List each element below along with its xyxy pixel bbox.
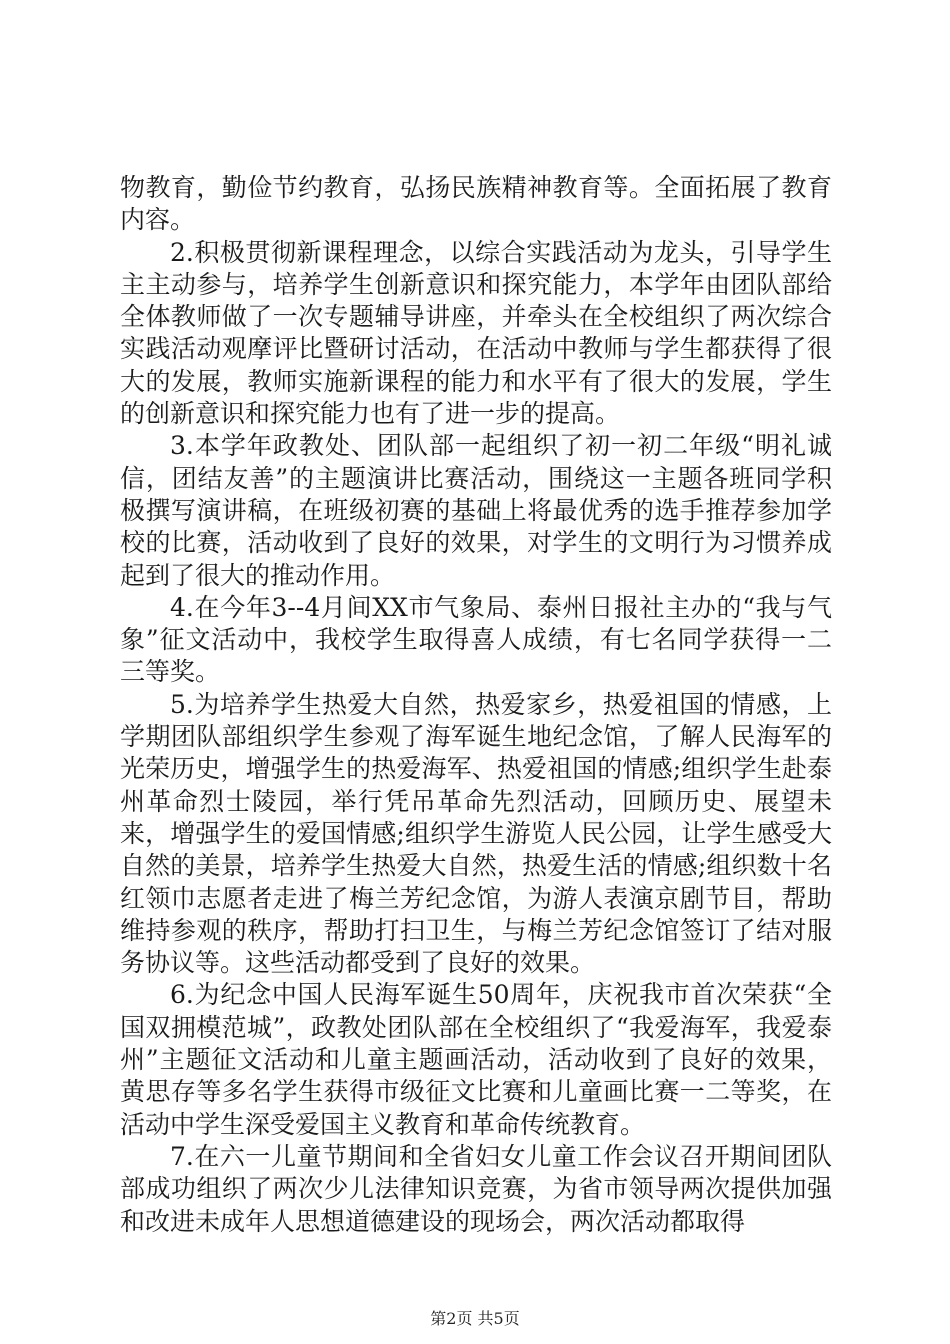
document-body bbox=[120, 172, 832, 1238]
paragraph-item-4: 4.在今年3--4月间XX市气象局、泰州日报社主办的“我与气象”征文活动中，我校学生取得喜人成绩，有七名同学获得一二三等奖。 bbox=[120, 592, 832, 687]
page-number-footer: 第2页 共5页 bbox=[430, 1309, 520, 1328]
paragraph-continuation: 物教育，勤俭节约教育，弘扬民族精神教育等。全面拓展了教育内容。 bbox=[120, 173, 832, 235]
paragraph-item-3: 3.本学年政教处、团队部一起组织了初一初二年级“明礼诚信，团结友善”的主题演讲比赛活动，围绕这一主题各班同学积极撰写演讲稿，在班级初赛的基础上将最优秀的选手推荐参加学校的比赛，活动收到了良好的效果，对学生的文明行为习惯养成起到了很大的推动作用。 bbox=[120, 431, 832, 590]
paragraph-item-2: 2.积极贯彻新课程理念，以综合实践活动为龙头，引导学生主主动参与，培养学生创新意识和探究能力，本学年由团队部给全体教师做了一次专题辅导讲座，并牵头在全校组织了两次综合实践活动观摩评比暨研讨活动，在活动中教师与学生都获得了很大的发展，教师实施新课程的能力和水平有了很大的发展，学生的创新意识和探究能力也有了进一步的提高。 bbox=[120, 237, 832, 429]
paragraph-item-7: 7.在六一儿童节期间和全省妇女儿童工作会议召开期间团队部成功组织了两次少儿法律知识竞赛，为省市领导两次提供加强和改进未成年人思想道德建设的现场会，两次活动都取得 bbox=[120, 1141, 832, 1236]
paragraph-item-5: 5.为培养学生热爱大自然，热爱家乡，热爱祖国的情感，上学期团队部组织学生参观了海军诞生地纪念馆，了解人民海军的光荣历史，增强学生的热爱海军、热爱祖国的情感;组织学生赴泰州革命烈士陵园，举行凭吊革命先烈活动，回顾历史、展望未来，增强学生的爱国情感;组织学生游览人民公园，让学生感受大自然的美景，培养学生热爱大自然，热爱生活的情感;组织数十名红领巾志愿者走进了梅兰芳纪念馆，为游人表演京剧节目，帮助维持参观的秩序，帮助打扫卫生，与梅兰芳纪念馆签订了结对服务协议等。这些活动都受到了良好的效果。 bbox=[120, 689, 832, 978]
paragraph-item-6: 6.为纪念中国人民海军诞生50周年，庆祝我市首次荣获“全国双拥模范城”，政教处团队部在全校组织了“我爱海军，我爱泰州”主题征文活动和儿童主题画活动，活动收到了良好的效果，黄思存等多名学生获得市级征文比赛和儿童画比赛一二等奖，在活动中学生深受爱国主义教育和革命传统教育。 bbox=[120, 980, 832, 1139]
